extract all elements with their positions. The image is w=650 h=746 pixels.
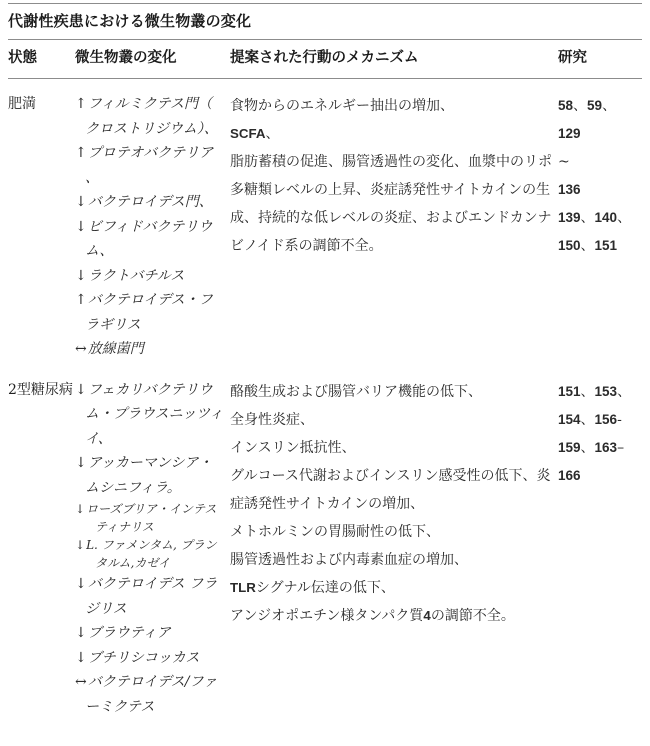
latin-text: 129 [558, 126, 581, 141]
study-reference-line: 154、156- [558, 411, 622, 428]
latin-text: TLR [230, 579, 256, 595]
microbe-item [75, 451, 226, 500]
microbiota-changes-cell [75, 92, 230, 362]
microbe-item [75, 500, 226, 536]
latin-text: 151 [594, 238, 618, 253]
latin-text: 156 [594, 411, 618, 427]
mechanism-cell [230, 378, 558, 720]
microbe-name: バクテロイデス フラジリス [85, 576, 218, 617]
microbe-name: バクテロイデス/ファーミクテス [85, 674, 218, 715]
column-header-microbiota-change: 微生物叢の変化 [75, 49, 177, 66]
mechanism-line: 脂肪蓄積の促進、腸管透過性の変化、血漿中のリポ多糖類レベルの上昇、炎症誘発性サイトカインの生成、持続的な低レベルの炎症、およびエンドカンナビノイド系の調節不全。 [230, 154, 552, 254]
trend-arrow-icon: ↓ [75, 218, 87, 235]
mechanism-line: 腸管透過性および内毒素血症の増加、 [230, 551, 468, 568]
latin-text: 59 [587, 98, 603, 113]
table-row [8, 92, 642, 362]
microbe-name: ラクトバチルス [87, 267, 185, 284]
mechanism-line: TLRシグナル伝達の低下、 [230, 579, 395, 596]
latin-text: 150 [558, 238, 581, 253]
microbe-item [75, 141, 226, 190]
microbe-item [75, 288, 226, 337]
microbe-item [75, 621, 226, 646]
latin-text: 140 [594, 210, 618, 225]
latin-text: 159 [558, 439, 581, 455]
mechanism-line: グルコース代謝およびインスリン感受性の低下、炎症誘発性サイトカインの増加、 [230, 467, 551, 512]
microbe-item [75, 378, 226, 452]
microbe-name: フェカリバクテリウム・プラウスニッツィイ、 [85, 381, 224, 447]
trend-arrow-icon: ↓ [75, 576, 87, 592]
microbe-name: L. ファメンタム, プランタルム,カゼイ [86, 538, 217, 570]
mechanism-cell [230, 92, 558, 362]
microbe-item [75, 646, 226, 671]
trend-arrow-icon: ↓ [75, 381, 87, 398]
trend-arrow-icon: ↓ [75, 194, 87, 210]
trend-arrow-icon: ↓ [75, 625, 87, 641]
latin-text: 139 [558, 210, 581, 225]
table-title: 代謝性疾患における微生物叢の変化 [8, 12, 252, 30]
latin-text: 166 [558, 467, 581, 483]
header-bottom-divider [8, 78, 642, 79]
column-header-state: 状態 [8, 49, 37, 66]
microbe-name: バクテロイデス・フラギリス [85, 292, 213, 333]
study-reference-line: 151、153、 [558, 383, 632, 400]
latin-text: 154 [558, 411, 581, 427]
microbe-name: ローズブリア・インテスティナリス [86, 502, 217, 534]
latin-text: 4 [423, 607, 431, 623]
latin-text: SCFA [230, 126, 266, 141]
study-reference-line: 159、163– [558, 439, 625, 456]
trend-arrow-icon: ↓ [75, 538, 86, 552]
microbe-name: ブチリシコッカス [87, 649, 200, 666]
microbe-item [75, 92, 226, 141]
mechanism-line: SCFA、 [230, 126, 280, 142]
trend-arrow-icon: ↔ [75, 341, 87, 357]
trend-arrow-icon: ↓ [75, 502, 86, 516]
microbiota-changes-cell [75, 378, 230, 720]
study-reference-line: 150、151 [558, 238, 618, 254]
state-cell: 肥満 [8, 96, 36, 112]
microbe-name: アッカーマンシア・ムシニフィラ。 [85, 455, 213, 496]
trend-arrow-icon: ↑ [75, 96, 87, 112]
study-reference-line: 139、140、 [558, 210, 632, 226]
latin-text: 151 [558, 383, 581, 399]
table-header-row [8, 40, 642, 78]
microbe-item [75, 337, 226, 362]
mechanism-line: アンジオポエチン様タンパク質4の調節不全。 [230, 607, 515, 624]
study-reference-line [558, 176, 642, 204]
microbe-item [75, 572, 226, 621]
trend-arrow-icon: ↑ [75, 145, 87, 161]
latin-text: 163 [594, 439, 618, 455]
mechanism-line: 食物からのエネルギー抽出の増加、 [230, 98, 454, 114]
study-reference-line: 58、59、 [558, 98, 617, 114]
microbe-name: ブラウティア [87, 625, 171, 641]
mechanism-line: メトホルミンの胃腸耐性の低下、 [230, 523, 440, 540]
study-reference-line [558, 462, 642, 490]
microbe-name: ビフィドバクテリウム、 [85, 218, 213, 259]
microbe-name: バクテロイデス門、 [87, 194, 213, 210]
table-row [8, 378, 642, 720]
microbe-name: フィルミクテス門（クロストリジウム）、 [85, 96, 218, 137]
top-divider [8, 3, 642, 4]
latin-text: 153 [594, 383, 618, 399]
table-body [8, 92, 642, 719]
trend-arrow-icon: ↓ [75, 649, 87, 666]
column-header-mechanism: 提案された行動のメカニズム [230, 49, 419, 66]
mechanism-line: 全身性炎症、 [230, 411, 314, 428]
studies-cell [558, 92, 642, 362]
state-cell: 2型糖尿病 [8, 381, 73, 398]
trend-arrow-icon: ↓ [75, 455, 87, 471]
mechanism-line: インスリン抵抗性、 [230, 439, 356, 456]
microbe-item [75, 536, 226, 572]
latin-text: 58 [558, 98, 574, 113]
trend-arrow-icon: ↔ [75, 674, 87, 690]
microbe-item [75, 215, 226, 264]
study-reference-line [558, 120, 642, 148]
microbe-name: 放線菌門 [87, 341, 144, 357]
microbe-item [75, 264, 226, 289]
column-header-studies: 研究 [558, 49, 587, 66]
latin-text: 136 [558, 182, 581, 197]
mechanism-line: 酪酸生成および腸管バリア機能の低下、 [230, 383, 482, 400]
trend-arrow-icon: ↓ [75, 267, 87, 284]
microbe-item [75, 190, 226, 215]
studies-cell [558, 378, 642, 720]
microbe-name: プロテオバクテリア、 [85, 145, 214, 186]
trend-arrow-icon: ↑ [75, 292, 87, 308]
study-reference-line: ~ [558, 154, 570, 170]
microbe-item [75, 670, 226, 719]
document-page [0, 3, 650, 719]
